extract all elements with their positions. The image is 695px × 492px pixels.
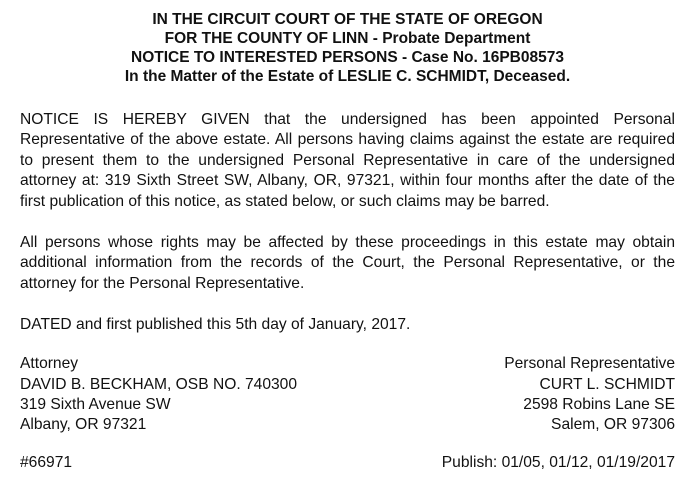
representative-address-city: Salem, OR 97306 — [551, 416, 675, 434]
ad-number: #66971 — [20, 453, 73, 471]
notice-paragraph-rights: All persons whose rights may be affected by these proceedings in this estate may obtain additional information from the records of the Court, the Personal Representative, or the attorney for the Personal Representative. — [20, 234, 675, 292]
publish-dates: Publish: 01/05, 01/12, 01/19/2017 — [441, 453, 675, 471]
county-department: FOR THE COUNTY OF LINN - Probate Department — [164, 30, 531, 47]
court-name: IN THE CIRCUIT COURT OF THE STATE OF OREGON — [152, 11, 543, 28]
dated-line: DATED and first published this 5th day of January, 2017. — [20, 316, 411, 334]
notice-footer — [20, 453, 675, 473]
attorney-block — [20, 354, 297, 436]
notice-paragraph-claims: NOTICE IS HEREBY GIVEN that the undersigned has been appointed Personal Representative of the above estate. All persons having claims against the estate are required to present them to the undersigned Personal Representative in care of the undersigned attorney at: 319 Sixth Street SW, Albany, OR, 97321, within four months after the date of the first publication of this notice, as stated below, or such claims may be barred. — [20, 111, 675, 210]
attorney-role: Attorney — [20, 355, 79, 373]
attorney-address-street: 319 Sixth Avenue SW — [20, 396, 171, 414]
representative-block — [504, 354, 675, 436]
signature-block — [20, 354, 675, 436]
attorney-address-city: Albany, OR 97321 — [20, 416, 147, 434]
representative-address-street: 2598 Robins Lane SE — [523, 396, 675, 414]
estate-matter: In the Matter of the Estate of LESLIE C. SCHMIDT, Deceased. — [124, 68, 571, 85]
notice-title: NOTICE TO INTERESTED PERSONS - Case No. 16PB08573 — [131, 49, 564, 66]
representative-name: CURT L. SCHMIDT — [539, 375, 675, 393]
attorney-name: DAVID B. BECKHAM, OSB NO. 740300 — [20, 375, 298, 393]
notice-header — [20, 10, 675, 86]
representative-role: Personal Representative — [504, 355, 675, 373]
